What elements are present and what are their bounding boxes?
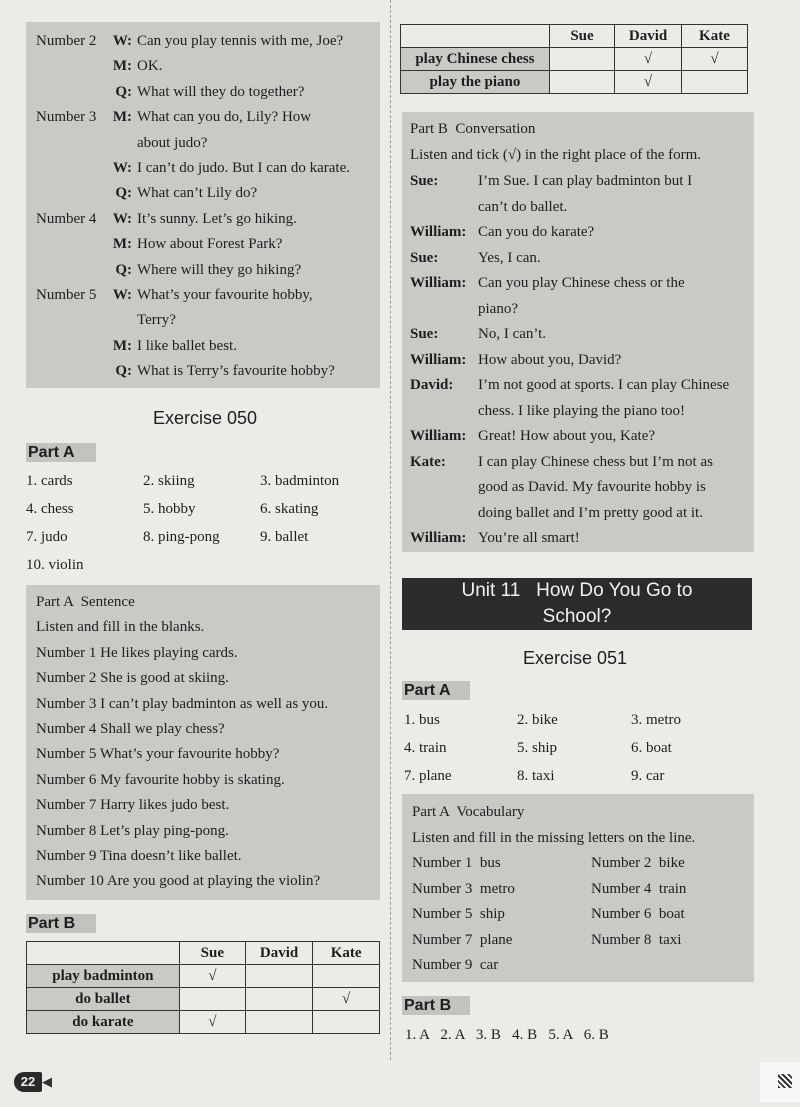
sentence-line: Number 6 My favourite hobby is skating. — [36, 771, 285, 788]
conversation-speaker: William: — [410, 428, 467, 444]
unit-banner: Unit 11 How Do You Go to School? — [402, 578, 752, 630]
page-number: 22 — [14, 1072, 42, 1092]
sentence-line: Number 8 Let’s play ping-pong. — [36, 822, 229, 839]
answer-item: 4. chess — [26, 501, 74, 517]
check-cell: √ — [681, 48, 747, 71]
header-cell: David — [615, 25, 682, 48]
dialogue-text: OK. — [137, 58, 163, 75]
answer-item: 3. metro — [631, 712, 681, 728]
sentence-line: Listen and fill in the blanks. — [36, 619, 205, 636]
conversation-text: How about you, David? — [478, 351, 622, 368]
check-cell — [245, 988, 312, 1011]
header-cell: David — [245, 942, 312, 965]
speaker-label: M: — [112, 109, 132, 126]
dialogue-text: I like ballet best. — [137, 337, 237, 354]
vocabulary-item: Number 7 plane — [412, 931, 513, 948]
dialogue-text: What is Terry’s favourite hobby? — [137, 363, 335, 380]
answer-item: 6. skating — [260, 501, 319, 517]
answer-item: 2. skiing — [143, 473, 195, 489]
vocabulary-box — [402, 794, 754, 982]
header-cell — [27, 942, 180, 965]
speaker-label: W: — [112, 210, 132, 227]
dialogue-text: It’s sunny. Let’s go hiking. — [137, 210, 297, 227]
dialogue-number: Number 5 — [36, 287, 97, 303]
exercise-050-title: Exercise 050 — [152, 408, 258, 428]
sentence-line: Number 4 Shall we play chess? — [36, 721, 225, 737]
speaker-label: M: — [112, 337, 132, 354]
answer-item: 9. car — [631, 768, 665, 784]
row-label-cell: play the piano — [401, 71, 550, 94]
conversation-speaker: Sue: — [410, 249, 439, 266]
vocabulary-item: Number 8 taxi — [591, 931, 682, 948]
conversation-box — [402, 112, 754, 552]
check-cell — [245, 1011, 312, 1034]
speaker-label: W: — [112, 160, 132, 176]
header-cell: Kate — [681, 25, 747, 48]
sentence-line: Number 1 He likes playing cards. — [36, 644, 238, 661]
check-cell — [549, 48, 614, 71]
vocabulary-item: Number 2 bike — [591, 855, 685, 871]
table1-row — [27, 1011, 380, 1034]
sentence-line: Number 7 Harry likes judo best. — [36, 797, 230, 814]
conversation-text: I’m not good at sports. I can play Chinese — [478, 377, 730, 393]
conversation-text: piano? — [478, 300, 518, 317]
answer-item: 2. bike — [517, 712, 558, 728]
exercise-051-title: Exercise 051 — [522, 648, 628, 668]
conversation-speaker: David: — [410, 377, 454, 393]
answer-item: 9. ballet — [260, 529, 309, 545]
conversation-instructions: Listen and tick (√) in the right place of the form. — [410, 147, 702, 163]
answer-item: 6. boat — [631, 740, 672, 756]
dialogue-text: How about Forest Park? — [137, 236, 283, 253]
vocabulary-item: Number 6 boat — [591, 906, 685, 922]
part-a-label: Part A — [26, 443, 96, 462]
check-cell — [179, 988, 245, 1011]
vocabulary-item: Number 9 car — [412, 957, 499, 973]
dialogue-text: What will they do together? — [137, 83, 305, 100]
answer-item: 3. badminton — [260, 473, 340, 489]
conversation-text: Yes, I can. — [478, 249, 541, 266]
corner-logo — [760, 1062, 800, 1102]
vocabulary-item: Number 5 ship — [412, 906, 505, 922]
dialogue-number: Number 4 — [36, 210, 97, 227]
sentence-line: Number 3 I can’t play badminton as well as you. — [36, 695, 329, 712]
conversation-text: doing ballet and I’m pretty good at it. — [478, 504, 703, 521]
sentence-box — [26, 585, 380, 900]
answer-item: 4. train — [404, 740, 447, 756]
vocabulary-item: Number 1 bus — [412, 855, 501, 871]
conversation-text: chess. I like playing the piano too! — [478, 402, 686, 419]
conversation-text: You’re all smart! — [478, 530, 580, 546]
check-cell — [549, 71, 614, 94]
table2-row — [401, 48, 748, 71]
row-label-cell: do ballet — [27, 988, 180, 1011]
dialogue-text: What’s your favourite hobby, — [137, 287, 313, 303]
header-cell: Sue — [549, 25, 614, 48]
check-cell: √ — [313, 988, 380, 1011]
conversation-speaker: William: — [410, 275, 467, 291]
conversation-text: I can play Chinese chess but I’m not as — [478, 453, 713, 470]
answer-item: 7. plane — [404, 768, 452, 784]
answer-item: 1. bus — [404, 712, 440, 728]
conversation-text: Can you do karate? — [478, 224, 595, 240]
row-label-cell: play badminton — [27, 965, 180, 988]
speaker-label: M: — [112, 58, 132, 75]
dialogue-text: about judo? — [137, 134, 208, 151]
sentence-line: Number 9 Tina doesn’t like ballet. — [36, 848, 242, 864]
answer-item: 5. hobby — [143, 501, 196, 517]
table2-row — [401, 71, 748, 94]
part-a-label-051: Part A — [402, 681, 470, 700]
check-cell: √ — [615, 48, 682, 71]
sentence-line: Number 2 She is good at skiing. — [36, 670, 229, 687]
dialogue-box-top — [26, 22, 380, 388]
conversation-speaker: Sue: — [410, 173, 439, 189]
part-b-label: Part B — [26, 914, 96, 933]
header-cell — [401, 25, 550, 48]
check-cell — [681, 71, 747, 94]
answer-item: 1. cards — [26, 473, 73, 489]
table2-header-row — [401, 25, 748, 48]
speaker-label: Q: — [115, 185, 132, 202]
conversation-speaker: William: — [410, 224, 467, 240]
speaker-icon: ◀ — [42, 1074, 52, 1089]
dialogue-number: Number 3 — [36, 109, 97, 126]
header-cell: Sue — [179, 942, 245, 965]
vocabulary-item: Number 4 train — [591, 880, 687, 897]
vocabulary-title: Part A Vocabulary — [412, 804, 525, 820]
answer-item: 7. judo — [26, 529, 68, 545]
sentence-line: Part A Sentence — [36, 594, 135, 610]
row-label-cell: play Chinese chess — [401, 48, 550, 71]
speaker-label: Q: — [115, 83, 132, 100]
conversation-speaker: William: — [410, 530, 467, 546]
hobby-table-2 — [400, 24, 748, 94]
conversation-speaker: Kate: — [410, 453, 446, 470]
conversation-text: Can you play Chinese chess or the — [478, 275, 685, 291]
table1-row — [27, 988, 380, 1011]
conversation-text: good as David. My favourite hobby is — [478, 479, 706, 495]
conversation-text: I’m Sue. I can play badminton but I — [478, 173, 693, 189]
answer-item: 8. taxi — [517, 768, 555, 784]
check-cell — [313, 965, 380, 988]
vocabulary-instructions: Listen and fill in the missing letters on the line. — [412, 830, 696, 846]
dialogue-text: Can you play tennis with me, Joe? — [137, 33, 344, 49]
row-label-cell: do karate — [27, 1011, 180, 1034]
check-cell — [245, 965, 312, 988]
check-cell: √ — [179, 965, 245, 988]
conversation-text: Great! How about you, Kate? — [478, 428, 656, 444]
speaker-label: M: — [112, 236, 132, 253]
conversation-text: No, I can’t. — [478, 326, 547, 342]
dialogue-text: What can you do, Lily? How — [137, 109, 312, 126]
sentence-line: Number 5 What’s your favourite hobby? — [36, 746, 280, 763]
answer-item: 10. violin — [26, 557, 84, 573]
hobby-table-1 — [26, 941, 380, 1034]
check-cell: √ — [615, 71, 682, 94]
speaker-label: W: — [112, 33, 132, 49]
answer-item: 5. ship — [517, 740, 558, 756]
check-cell: √ — [179, 1011, 245, 1034]
vocabulary-item: Number 3 metro — [412, 880, 515, 897]
part-b-label-051: Part B — [402, 996, 470, 1015]
table1-header-row — [27, 942, 380, 965]
sentence-line: Number 10 Are you good at playing the violin? — [36, 873, 321, 890]
column-divider — [390, 0, 391, 1060]
header-cell: Kate — [313, 942, 380, 965]
conversation-title: Part B Conversation — [410, 121, 536, 137]
conversation-speaker: Sue: — [410, 326, 439, 342]
table1-row — [27, 965, 380, 988]
speaker-label: Q: — [115, 261, 132, 278]
check-cell — [313, 1011, 380, 1034]
conversation-text: can’t do ballet. — [478, 198, 568, 215]
dialogue-text: What can’t Lily do? — [137, 185, 258, 202]
part-b-answers: 1. A 2. A 3. B 4. B 5. A 6. B — [405, 1027, 609, 1043]
dialogue-number: Number 2 — [36, 33, 97, 49]
speaker-label: W: — [112, 287, 132, 303]
dialogue-text: Terry? — [137, 312, 176, 329]
speaker-label: Q: — [115, 363, 132, 380]
answer-item: 8. ping-pong — [143, 529, 220, 545]
dialogue-text: Where will they go hiking? — [137, 261, 302, 278]
dialogue-text: I can’t do judo. But I can do karate. — [137, 160, 350, 176]
conversation-speaker: William: — [410, 351, 467, 368]
